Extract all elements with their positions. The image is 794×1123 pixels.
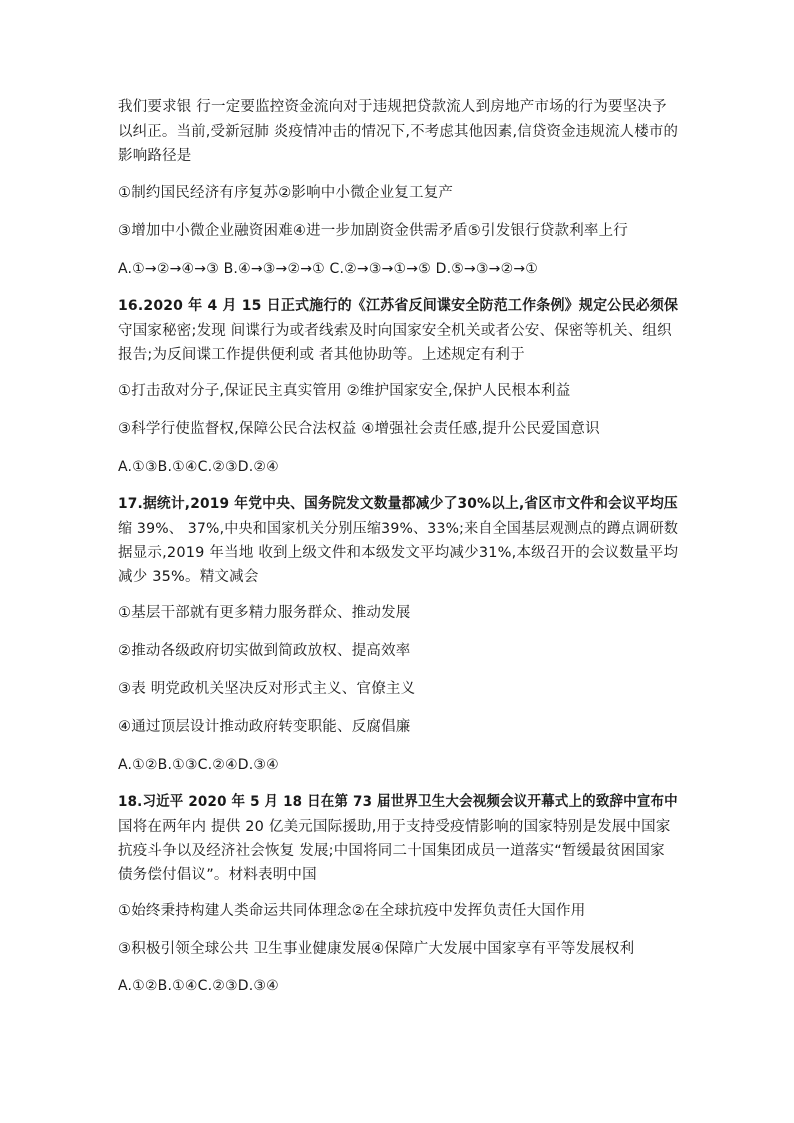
q18-item-1: ①始终秉持构建人类命运共同体理念②在全球抗疫中发挥负责任大国作用 [118,903,586,919]
q17-item-4: ④通过顶层设计推动政府转变职能、反腐倡廉 [118,719,411,735]
q16-item-2: ③科学行使监督权,保障公民合法权益 ④增强社会责任感,提升公民爱国意识 [118,421,600,437]
q16-item-1: ①打击敌对分子,保证民主真实管用 ②维护国家安全,保护人民根本利益 [118,383,571,399]
q17-item-3: ③表 明党政机关坚决反对形式主义、官僚主义 [118,681,416,697]
q17-stem-line-1: 17.据统计,2019 年党中央、国务院发文数量都减少了30%以上,省区市文件和会议平均压 [118,496,678,512]
q17-options: A.①②B.①③C.②④D.③④ [118,757,279,773]
q18-stem-line-4: 债务偿付倡议”。材料表明中国 [118,867,317,883]
q17-item-2: ②推动各级政府切实做到简政放权、提高效率 [118,643,411,659]
q17-stem-line-3: 据显示,2019 年当地 收到上级文件和本级发文平均减少31%,本级召开的会议数量平均 [118,545,679,561]
q16-stem-line-2: 守国家秘密;发现 间谍行为或者线索及时向国家安全机关或者公安、保密等机关、组织 [118,323,672,339]
q18-stem-line-1: 18.习近平 2020 年 5 月 18 日在第 73 届世界卫生大会视频会议开幕式上的致辞中宣布中 [118,794,678,810]
q18-item-2: ③积极引领全球公共 卫生事业健康发展④保障广大发展中国家享有平等发展权利 [118,941,635,957]
q18-stem-line-2: 国将在两年内 提供 20 亿美元国际援助,用于支持受疫情影响的国家特别是发展中国家 [118,819,671,835]
q16-stem-line-1: 16.2020 年 4 月 15 日正式施行的《江苏省反间谍安全防范工作条例》规定公民必须保 [118,298,679,314]
q15-options: A.①→②→④→③ B.④→③→②→① C.②→③→①→⑤ D.⑤→③→②→① [118,261,539,277]
q18-options: A.①②B.①④C.②③D.③④ [118,978,279,994]
q16-stem-line-3: 报告;为反间谍工作提供便利或 者其他协助等。上述规定有利于 [118,347,525,363]
q15-stem-line-2: 以纠正。当前,受新冠肺 炎疫情冲击的情况下,不考虑其他因素,信贷资金违规流人楼市的 [118,124,679,140]
q15-stem-line-3: 影响路径是 [118,148,192,164]
q15-stem-line-1: 我们要求银 行一定要监控资金流向对于违规把贷款流人到房地产市场的行为要坚决予 [118,99,667,115]
q17-stem-line-2: 缩 39%、 37%,中央和国家机关分别压缩39%、33%;来自全国基层观测点的蹲点调研数 [118,521,679,537]
q15-item-1: ①制约国民经济有序复苏②影响中小微企业复工复产 [118,185,454,201]
q18-stem-line-3: 抗疫斗争以及经济社会恢复 发展;中国将同二十国集团成员一道落实“暂缓最贫困国家 [118,843,665,859]
q17-item-1: ①基层干部就有更多精力服务群众、推动发展 [118,605,411,621]
q16-options: A.①③B.①④C.②③D.②④ [118,459,279,475]
q17-stem-line-4: 减少 35%。精文减会 [118,569,259,585]
q15-item-2: ③增加中小微企业融资困难④进一步加剧资金供需矛盾⑤引发银行贷款利率上行 [118,223,628,239]
